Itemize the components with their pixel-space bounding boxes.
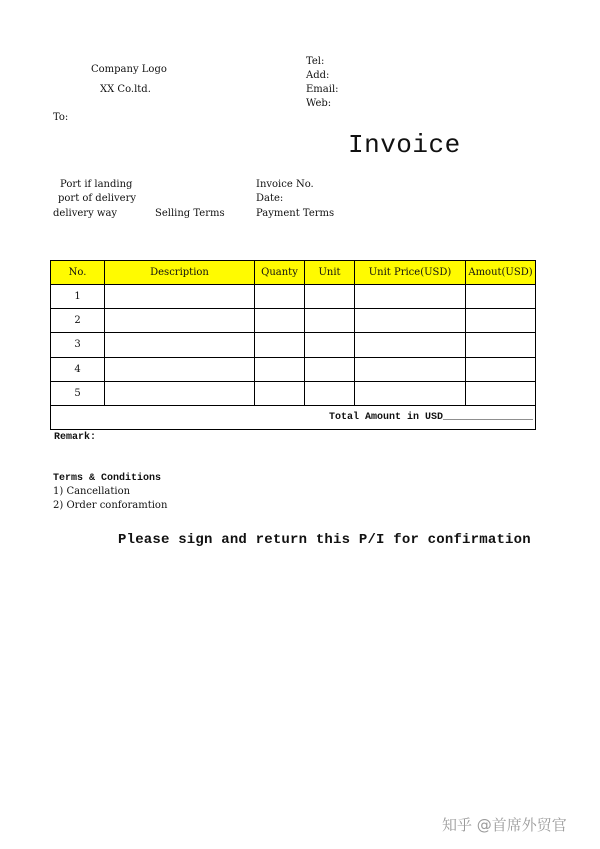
- email-label: Email:: [306, 84, 339, 95]
- terms-item-order-confirmation: 2) Order conforamtion: [53, 500, 168, 511]
- address-label: Add:: [306, 70, 330, 81]
- unit-price-cell: [355, 285, 466, 309]
- to-label: To:: [53, 112, 69, 123]
- table-row: [51, 357, 536, 381]
- header-description: Description: [105, 261, 255, 285]
- confirmation-message: Please sign and return this P/I for confirmation: [118, 532, 531, 548]
- unit-price-cell: [355, 381, 466, 405]
- table-row: [51, 309, 536, 333]
- web-label: Web:: [306, 98, 332, 109]
- port-delivery-label: port of delivery: [58, 193, 137, 204]
- port-landing-label: Port if landing: [60, 179, 133, 190]
- invoice-number-label: Invoice No.: [256, 179, 314, 190]
- description-cell: [105, 333, 255, 357]
- unit-price-cell: [355, 309, 466, 333]
- header-amount: Amout(USD): [466, 261, 536, 285]
- table-row: [51, 333, 536, 357]
- payment-terms-label: Payment Terms: [256, 208, 335, 219]
- quantity-cell: [255, 333, 305, 357]
- amount-cell: [466, 285, 536, 309]
- row-number: 3: [51, 333, 105, 357]
- terms-heading: Terms & Conditions: [53, 473, 162, 484]
- items-table: [50, 260, 536, 430]
- description-cell: [105, 285, 255, 309]
- company-logo-text: Company Logo: [91, 64, 167, 75]
- unit-cell: [305, 333, 355, 357]
- table-row: [51, 285, 536, 309]
- date-label: Date:: [256, 193, 284, 204]
- quantity-cell: [255, 309, 305, 333]
- header-no: No.: [51, 261, 105, 285]
- amount-cell: [466, 381, 536, 405]
- watermark: 知乎 @首席外贸官: [442, 816, 567, 834]
- row-number: 2: [51, 309, 105, 333]
- company-name: XX Co.ltd.: [100, 84, 151, 95]
- unit-cell: [305, 381, 355, 405]
- quantity-cell: [255, 285, 305, 309]
- row-number: 4: [51, 357, 105, 381]
- total-label: Total Amount in USD: [328, 412, 443, 423]
- description-cell: [105, 381, 255, 405]
- amount-cell: [466, 357, 536, 381]
- delivery-way-label: delivery way: [53, 208, 118, 219]
- header-unit: Unit: [305, 261, 355, 285]
- unit-cell: [305, 357, 355, 381]
- description-cell: [105, 357, 255, 381]
- invoice-title: Invoice: [348, 130, 461, 160]
- row-number: 5: [51, 381, 105, 405]
- quantity-cell: [255, 357, 305, 381]
- table-header-row: [51, 261, 536, 285]
- tel-label: Tel:: [306, 56, 325, 67]
- selling-terms-label: Selling Terms: [155, 208, 225, 219]
- row-number: 1: [51, 285, 105, 309]
- amount-cell: [466, 333, 536, 357]
- terms-item-cancellation: 1) Cancellation: [53, 486, 131, 497]
- total-cell: [51, 406, 536, 430]
- quantity-cell: [255, 381, 305, 405]
- total-blank-line: _______________: [442, 412, 533, 423]
- header-quantity: Quanty: [255, 261, 305, 285]
- header-unit-price: Unit Price(USD): [355, 261, 466, 285]
- total-row: [51, 406, 536, 430]
- unit-cell: [305, 309, 355, 333]
- amount-cell: [466, 309, 536, 333]
- unit-price-cell: [355, 333, 466, 357]
- unit-cell: [305, 285, 355, 309]
- remark-label: Remark:: [54, 432, 97, 443]
- description-cell: [105, 309, 255, 333]
- table-row: [51, 381, 536, 405]
- unit-price-cell: [355, 357, 466, 381]
